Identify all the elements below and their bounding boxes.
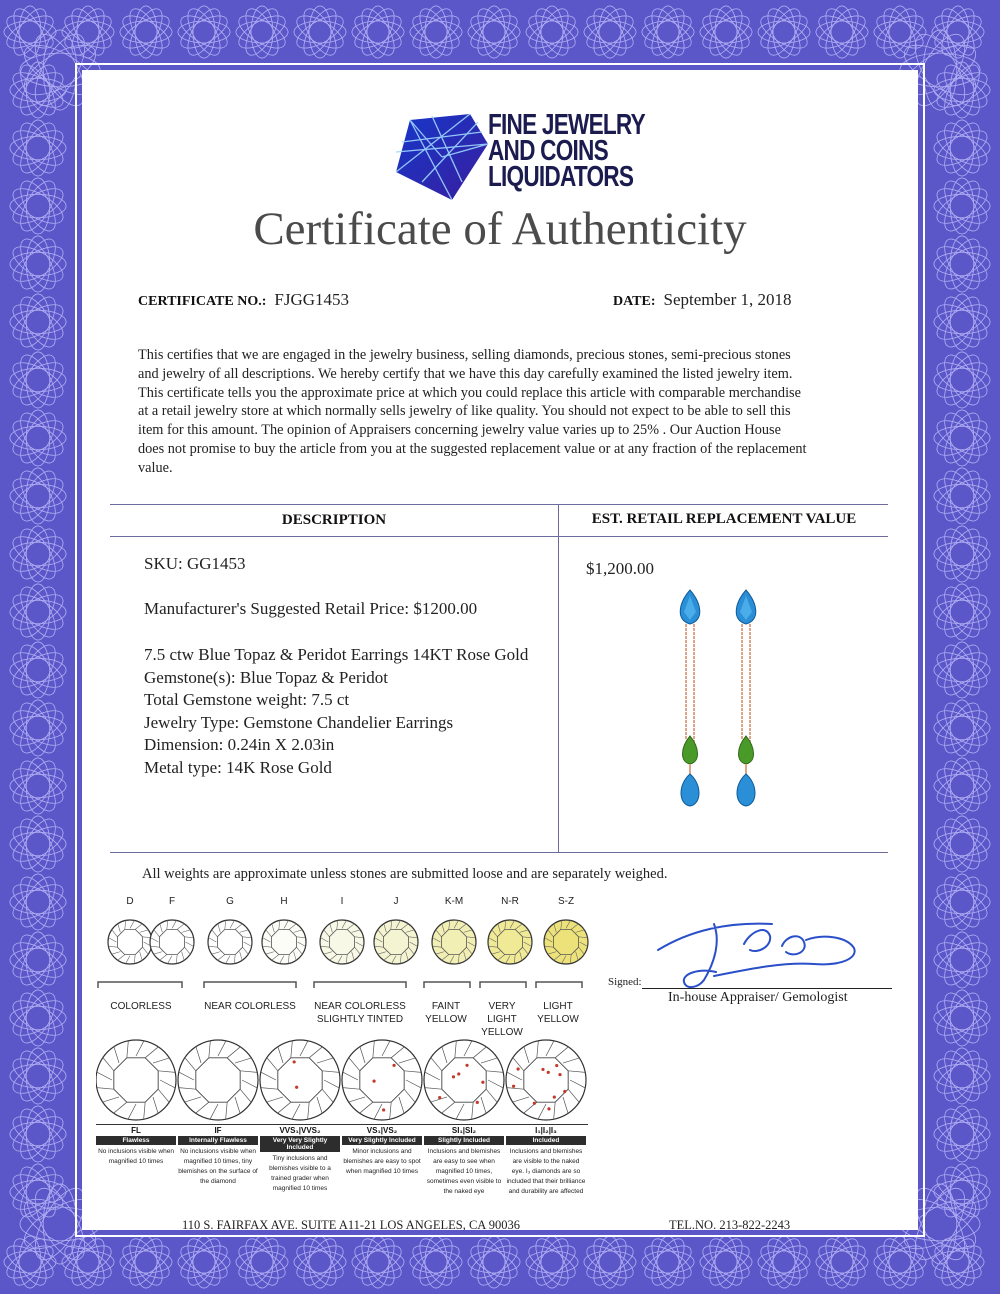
- clarity-grade-code: FL: [131, 1126, 141, 1135]
- certificate-number: [138, 290, 349, 310]
- color-grade-letter: K-M: [444, 896, 464, 907]
- clarity-grade-label: [424, 1126, 504, 1197]
- brand-line-1: FINE JEWELRY: [488, 109, 645, 141]
- clarity-grade-code: VVS₁|VVS₂: [279, 1126, 321, 1135]
- color-grade-diamond: [374, 920, 418, 964]
- clarity-grade-description: Minor inclusions and blemishes are easy to spot when magnified 10 times: [343, 1148, 421, 1175]
- intro-line: at a retail jewelry store at which normally sells jewelry of like quality. You should not expect to be able to sell this: [138, 403, 791, 420]
- signed-label: Signed:: [608, 976, 642, 988]
- color-grade-chart: [92, 896, 592, 1036]
- table-top-rule: [110, 504, 888, 505]
- color-grade-diamond: [544, 920, 588, 964]
- intro-line: and jewelry of all descriptions. We hereby certify that we have this day carefully examined the listed jewelry item.: [138, 365, 793, 382]
- clarity-grade-diamond: [260, 1040, 340, 1120]
- table-bottom-rule: [110, 852, 888, 853]
- clarity-grade-name: Internally Flawless: [178, 1136, 258, 1145]
- color-grade-letter: F: [168, 896, 176, 907]
- color-grade-diamonds: [92, 916, 592, 970]
- intro-line: item for this amount. The opinion of Appraisers concerning jewelry value varies up to 25% . Our Auction House: [138, 422, 781, 439]
- color-grade-category: LIGHT YELLOW: [537, 1001, 579, 1025]
- certificate-date: [613, 290, 791, 310]
- detail-line: Total Gemstone weight: 7.5 ct: [144, 690, 350, 709]
- table-header-rule: [110, 536, 888, 537]
- clarity-grade-description: No inclusions visible when magnified 10 times, tiny blemishes on the surface of the diamond: [178, 1148, 258, 1185]
- clarity-grade-name: Flawless: [96, 1136, 176, 1145]
- color-grade-category: NEAR COLORLESS SLIGHTLY TINTED: [314, 1001, 406, 1025]
- intro-line: value.: [138, 459, 173, 476]
- clarity-grade-description: Inclusions and blemishes are easy to see when magnified 10 times, sometimes even visible to the naked eye: [426, 1148, 502, 1195]
- color-grade-brackets: [92, 980, 592, 990]
- brand-line-2: AND COINS: [488, 135, 608, 167]
- color-grade-category: COLORLESS: [110, 1001, 172, 1012]
- clarity-grade-diamond: [506, 1040, 586, 1120]
- color-grade-letter: I: [340, 896, 344, 907]
- signature-image: [654, 910, 864, 994]
- clarity-grade-label: [96, 1126, 176, 1167]
- detail-line: Gemstone(s): Blue Topaz & Peridot: [144, 667, 389, 687]
- clarity-grade-diamond: [96, 1040, 176, 1120]
- color-grade-diamond: [320, 920, 364, 964]
- certificate-page: [82, 70, 918, 1230]
- certificate-number-value: FJGG1453: [274, 290, 349, 309]
- gem-logo: [392, 112, 492, 202]
- clarity-grade-diamond: [342, 1040, 422, 1120]
- color-grade-letter: J: [393, 896, 399, 907]
- clarity-grade-label: [178, 1126, 258, 1187]
- clarity-grade-name: Very Slightly Included: [342, 1136, 422, 1145]
- sku: SKU: GG1453: [144, 554, 246, 573]
- earrings-image: [666, 586, 776, 810]
- detail-line: Jewelry Type: Gemstone Chandelier Earrings: [144, 712, 454, 732]
- intro-paragraph: [138, 346, 898, 478]
- detail-line: Dimension: 0.24in X 2.03in: [144, 735, 335, 754]
- brand-line-3: LIQUIDATORS: [488, 161, 634, 193]
- clarity-grade-code: SI₁|SI₂: [451, 1126, 477, 1135]
- clarity-grade-diamonds: [96, 1032, 588, 1132]
- clarity-grade-description: No inclusions visible when magnified 10 times: [98, 1148, 174, 1165]
- intro-line: This certifies that we are engaged in the jewelry business, selling diamonds, precious stones, semi-precious stones: [138, 347, 791, 363]
- color-grade-diamond: [262, 920, 306, 964]
- color-grade-letter: H: [280, 896, 288, 907]
- replacement-value: $1,200.00: [586, 559, 654, 578]
- clarity-grade-code: VS₁|VS₂: [366, 1126, 398, 1135]
- color-grade-letter: S-Z: [557, 896, 575, 907]
- color-grade-letter: N-R: [501, 896, 519, 907]
- clarity-grade-code: I₁|I₂|I₃: [535, 1126, 557, 1135]
- color-grade-diamond: [150, 920, 194, 964]
- clarity-grade-diamond: [424, 1040, 504, 1120]
- clarity-grade-name: Included: [506, 1136, 586, 1145]
- color-grade-category: FAINT YELLOW: [425, 1001, 467, 1025]
- color-grade-diamond: [432, 920, 476, 964]
- clarity-rule: [96, 1124, 588, 1125]
- clarity-grade-name: Very Very Slightly Included: [260, 1136, 340, 1152]
- date-value: September 1, 2018: [663, 290, 792, 309]
- footer-address: 110 S. FAIRFAX AVE. SUITE A11-21 LOS ANGELES, CA 90036: [182, 1218, 520, 1232]
- clarity-grade-name: Slightly Included: [424, 1136, 504, 1145]
- detail-line: 7.5 ctw Blue Topaz & Peridot Earrings 14KT Rose Gold: [144, 645, 529, 664]
- value-header: EST. RETAIL REPLACEMENT VALUE: [591, 511, 857, 527]
- color-grade-category: NEAR COLORLESS: [204, 1001, 296, 1012]
- weights-note: All weights are approximate unless stones are submitted loose and are separately weighed.: [142, 866, 668, 882]
- color-grade-letter: D: [126, 896, 134, 907]
- page-title: Certificate of Authenticity: [253, 203, 747, 255]
- brand-name: [488, 109, 645, 193]
- color-grade-letter: G: [226, 896, 234, 907]
- appraiser-role: In-house Appraiser/ Gemologist: [668, 990, 848, 1005]
- color-grade-diamond: [208, 920, 252, 964]
- msrp: Manufacturer's Suggested Retail Price: $1200.00: [144, 599, 478, 618]
- color-grade-diamond: [488, 920, 532, 964]
- item-details: [144, 644, 528, 779]
- detail-line: Metal type: 14K Rose Gold: [144, 757, 332, 777]
- earring-left: [680, 590, 700, 806]
- clarity-grade-label: [342, 1126, 422, 1177]
- table-column-divider: [558, 504, 559, 852]
- earring-right: [736, 590, 756, 806]
- footer-phone: TEL.NO. 213-822-2243: [669, 1218, 791, 1232]
- clarity-grade-diamond: [178, 1040, 258, 1120]
- clarity-grade-labels: [96, 1126, 588, 1216]
- clarity-grade-label: [506, 1126, 586, 1197]
- clarity-grade-code: IF: [214, 1126, 222, 1135]
- clarity-grade-label: [260, 1126, 340, 1194]
- certificate-number-label: CERTIFICATE NO.:: [138, 294, 267, 309]
- color-grade-category: VERY LIGHT YELLOW: [481, 1001, 523, 1038]
- description-header: DESCRIPTION: [281, 512, 387, 528]
- date-label: DATE:: [613, 294, 656, 309]
- intro-line: This certificate tells you the approximate price at which you could replace this article with comparable merchandise: [138, 384, 801, 401]
- color-grade-diamond: [108, 920, 152, 964]
- clarity-grade-description: Inclusions and blemishes are visible to the naked eye. I₃ diamonds are so included that their brilliance and durability are affected: [506, 1148, 586, 1195]
- intro-line: does not promise to buy the article from you at the suggested replacement value or at any fraction of the replacement: [138, 440, 807, 457]
- clarity-grade-description: Tiny inclusions and blemishes visible to a trained grader when magnified 10 times: [269, 1155, 331, 1192]
